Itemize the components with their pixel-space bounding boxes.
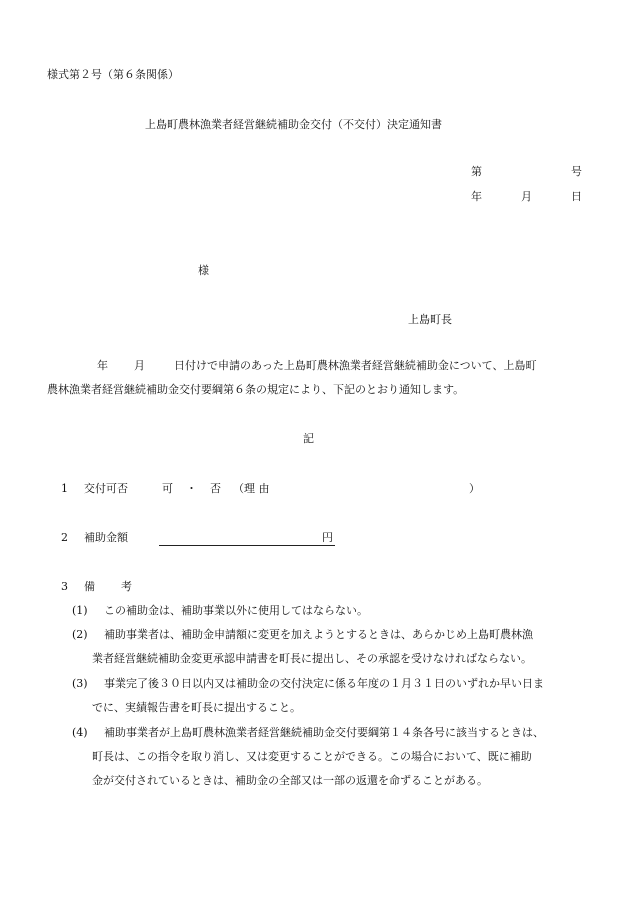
item1-label: 交付可否: [84, 482, 128, 495]
item2-label: 補助金額: [84, 531, 128, 544]
form-label: 様式第２号（第６条関係）: [47, 68, 179, 81]
item2-number: 2: [61, 531, 68, 544]
note-2-line-2: 業者経営継続補助金変更承認申請書を町長に提出し、その承認を受けなければならない。: [92, 652, 532, 665]
doc-number-dai: 第: [471, 165, 482, 178]
note-2-number: (2): [72, 628, 88, 641]
item3-label-b: 考: [121, 580, 132, 593]
item1-number: 1: [61, 482, 68, 495]
note-1-number: (1): [72, 604, 88, 617]
doc-number-go: 号: [571, 165, 582, 178]
intro-line-1: 日付けで申請のあった上島町農林漁業者経営継続補助金について、上島町: [174, 359, 537, 372]
note-1-line-1: この補助金は、補助事業以外に使用してはならない。: [104, 604, 368, 617]
note-3-line-2: でに、実績報告書を町長に提出すること。: [92, 701, 301, 714]
item3-label-a: 備: [84, 580, 95, 593]
sender-title: 上島町長: [408, 313, 452, 326]
note-3-line-1: 事業完了後３０日以内又は補助金の交付決定に係る年度の１月３１日のいずれか早い日ま: [104, 677, 544, 690]
document-title: 上島町農林漁業者経営継続補助金交付（不交付）決定通知書: [145, 118, 442, 131]
amount-underline: [159, 545, 335, 546]
option-no: 否: [210, 482, 221, 495]
option-yes: 可: [162, 482, 173, 495]
reason-open: （理 由: [233, 482, 270, 495]
ki-heading: 記: [303, 432, 314, 445]
date-year: 年: [471, 190, 482, 203]
intro-month: 月: [134, 359, 145, 372]
note-4-line-2: 町長は、この指令を取り消し、又は変更することができる。この場合において、既に補助: [92, 750, 532, 763]
date-month: 月: [521, 190, 532, 203]
option-separator: ・: [186, 482, 197, 495]
recipient-honorific: 様: [198, 264, 209, 277]
note-4-line-1: 補助事業者が上島町農林漁業者経営継続補助金交付要綱第１４条各号に該当するときは、: [104, 726, 544, 739]
note-2-line-1: 補助事業者は、補助金申請額に変更を加えようとするときは、あらかじめ上島町農林漁: [104, 628, 533, 641]
intro-year: 年: [97, 359, 108, 372]
amount-unit: 円: [322, 531, 333, 544]
note-3-number: (3): [72, 677, 88, 690]
date-day: 日: [571, 190, 582, 203]
note-4-number: (4): [72, 726, 88, 739]
reason-close: ）: [469, 482, 480, 495]
intro-line-2: 農林漁業者経営継続補助金交付要綱第６条の規定により、下記のとおり通知します。: [47, 383, 465, 396]
note-4-line-3: 金が交付されているときは、補助金の全部又は一部の返還を命ずることがある。: [92, 774, 488, 787]
item3-number: 3: [61, 580, 68, 593]
